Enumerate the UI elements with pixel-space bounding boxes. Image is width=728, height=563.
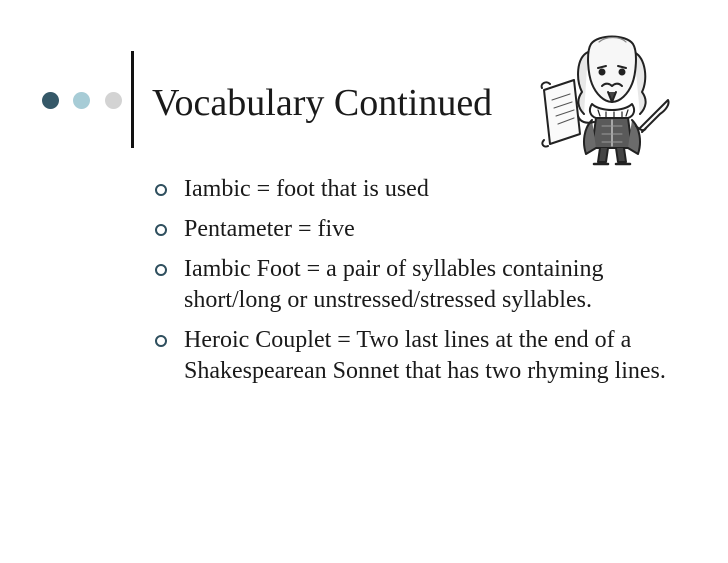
bullet-ring-icon — [155, 184, 167, 196]
bullet-item — [152, 174, 672, 205]
dot-gray — [105, 92, 122, 109]
bullet-list — [152, 174, 672, 396]
bullet-text: Heroic Couplet = Two last lines at the end of a Shakespearean Sonnet that has two rhyming lines. — [184, 327, 666, 384]
title-divider — [131, 51, 134, 148]
bullet-item — [152, 325, 672, 387]
slide-title: Vocabulary Continued — [152, 82, 493, 124]
dot-light-blue — [73, 92, 90, 109]
bullet-item — [152, 214, 672, 245]
shakespeare-cartoon-icon — [536, 30, 686, 170]
bullet-text: Iambic Foot = a pair of syllables containing short/long or unstressed/stressed syllables. — [184, 256, 604, 313]
bullet-ring-icon — [155, 264, 167, 276]
bullet-text: Iambic = foot that is used — [184, 176, 429, 202]
bullet-ring-icon — [155, 335, 167, 347]
bullet-text: Pentameter = five — [184, 216, 355, 242]
bullet-ring-icon — [155, 224, 167, 236]
bullet-item — [152, 254, 672, 316]
dot-dark — [42, 92, 59, 109]
